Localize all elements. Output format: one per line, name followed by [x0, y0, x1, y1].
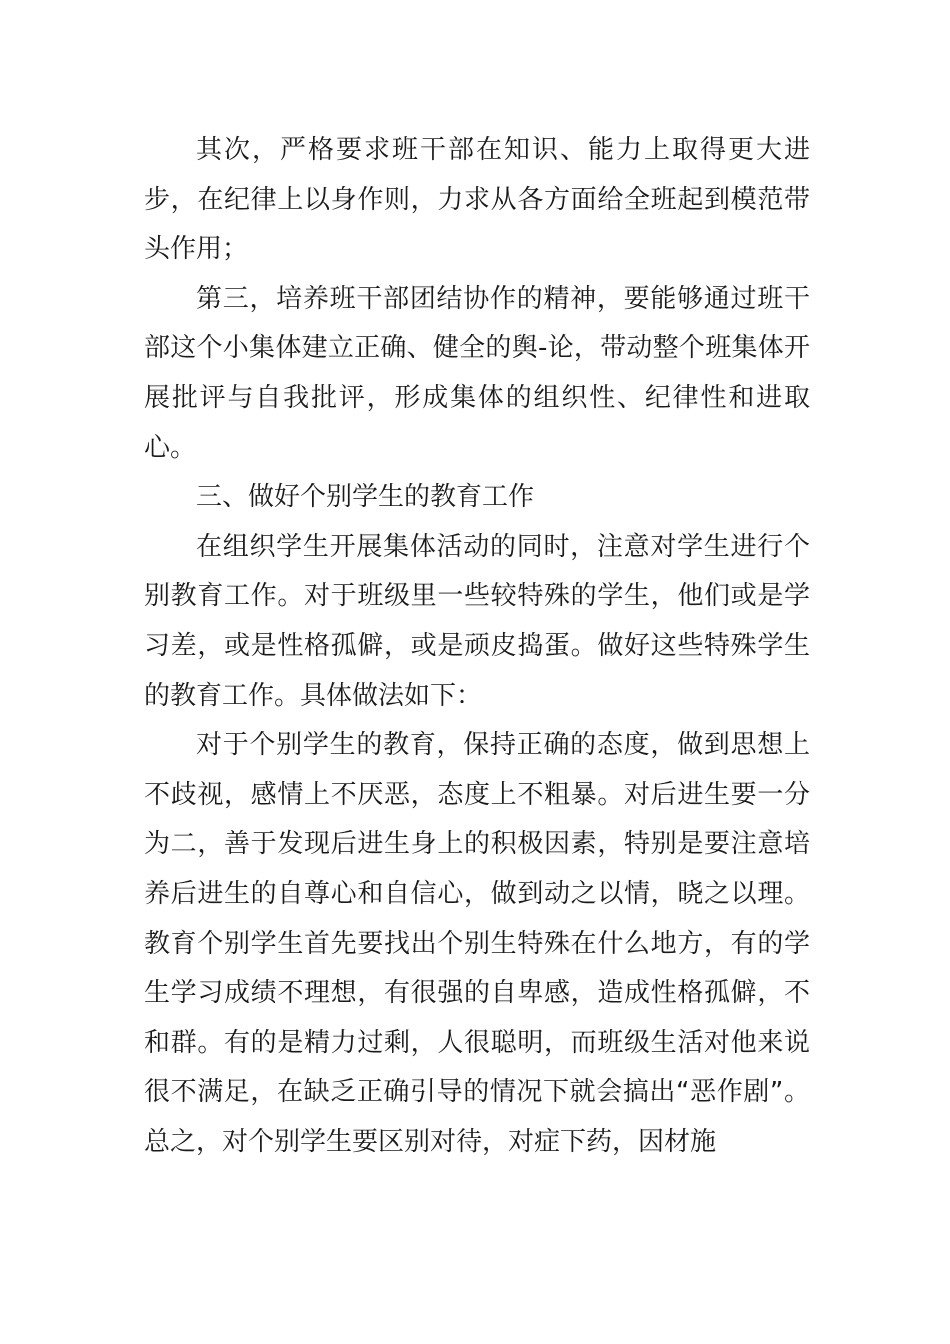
- paragraph-class-leaders-teamwork: 第三，培养班干部团结协作的精神，要能够通过班干部这个小集体建立正确、健全的舆-论，带动整个班集体开展批评与自我批评，形成集体的组织性、纪律性和进取心。: [144, 283, 810, 463]
- section-heading-individual-education: 三、做好个别学生的教育工作: [196, 482, 535, 513]
- paragraph-individual-education-intro: 在组织学生开展集体活动的同时，注意对学生进行个别教育工作。对于班级里一些较特殊的学生，他们或是学习差，或是性格孤僻，或是顽皮捣蛋。做好这些特殊学生的教育工作。具体做法如下：: [144, 531, 810, 711]
- document-body: [144, 126, 810, 1167]
- paragraph-class-leaders-requirements: 其次，严格要求班干部在知识、能力上取得更大进步，在纪律上以身作则，力求从各方面给全班起到模范带头作用；: [144, 135, 810, 265]
- paragraph-individual-education-method: 对于个别学生的教育，保持正确的态度，做到思想上不歧视，感情上不厌恶，态度上不粗暴。对后进生要一分为二，善于发现后进生身上的积极因素，特别是要注意培养后进生的自尊心和自信心，做到动之以情，晓之以理。教育个别学生首先要找出个别生特殊在什么地方，有的学生学习成绩不理想，有很强的自卑感，造成性格孤僻，不和群。有的是精力过剩，人很聪明，而班级生活对他来说很不满足，在缺乏正确引导的情况下就会搞出“恶作剧”。总之，对个别学生要区别对待，对症下药，因材施: [144, 730, 810, 1157]
